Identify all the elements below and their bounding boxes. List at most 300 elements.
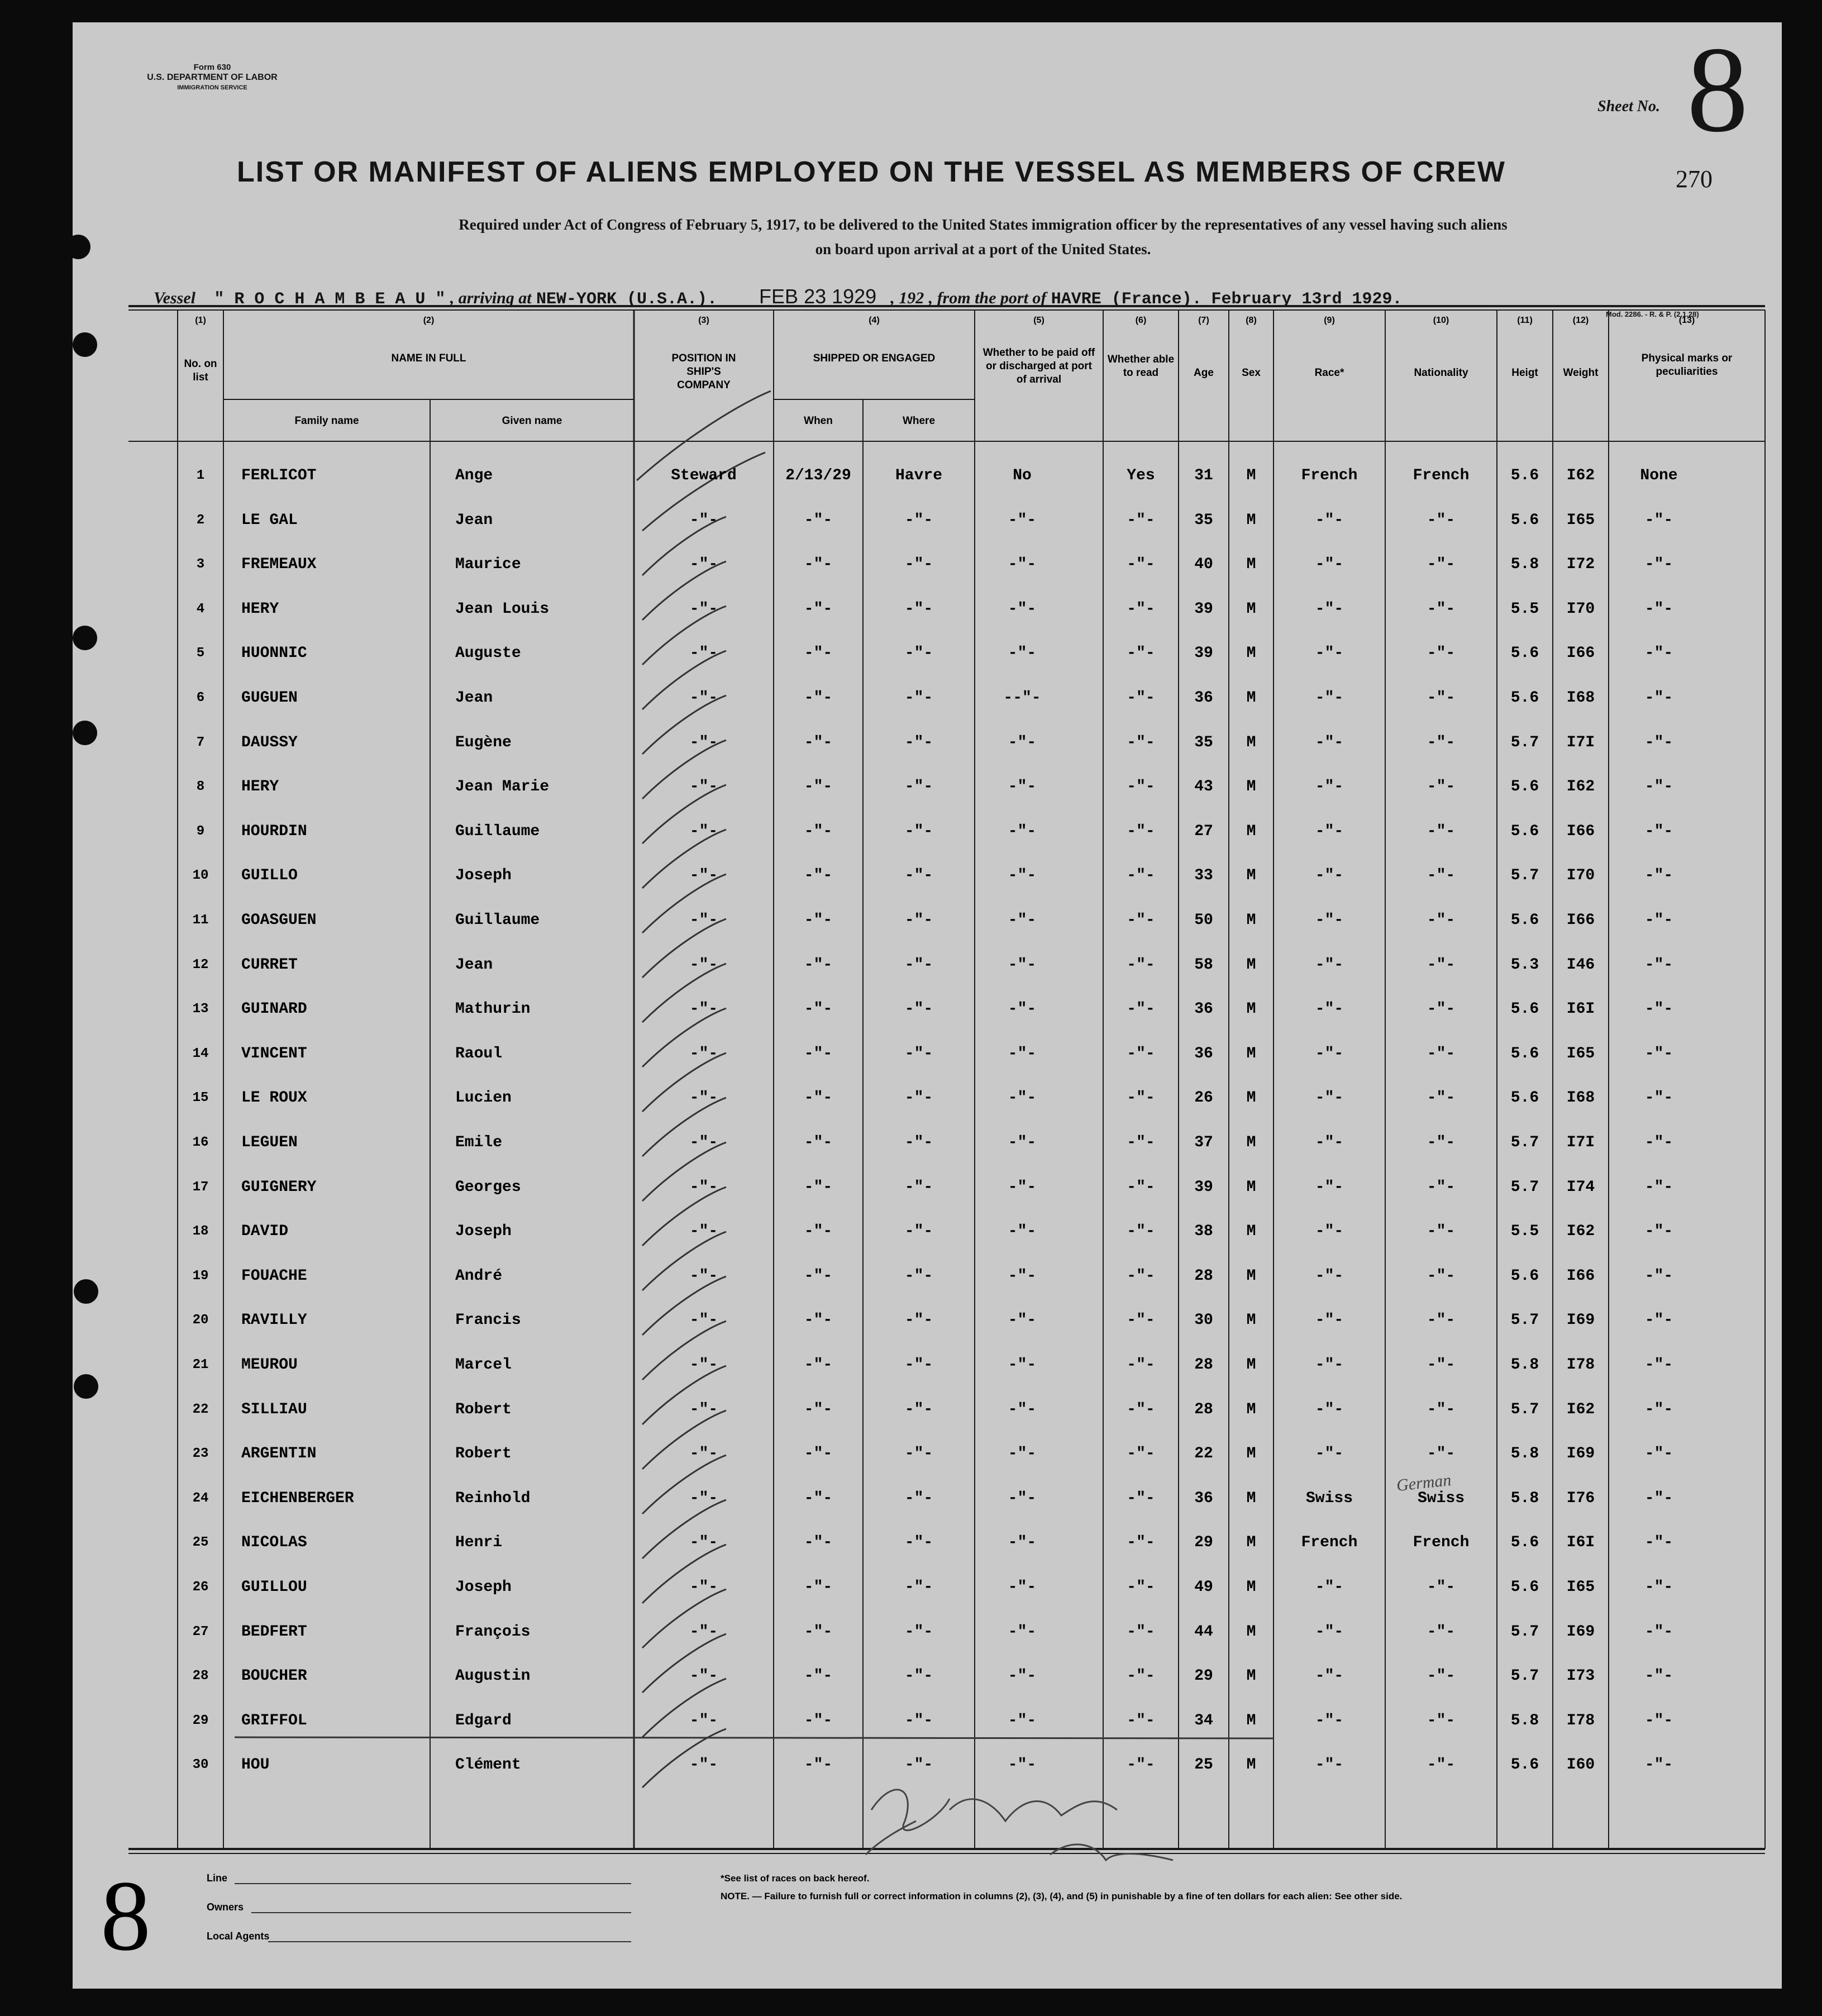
weight-cell: I60: [1566, 1756, 1595, 1774]
shipped-when-cell: -"-: [804, 1534, 833, 1552]
row-number-cell: 1: [196, 468, 205, 483]
physical-marks-cell: -"-: [1644, 1579, 1673, 1596]
age-cell: 28: [1194, 1356, 1213, 1374]
position-cell: -"-: [689, 822, 718, 840]
able-to-read-cell: -"-: [1127, 822, 1155, 840]
shipped-where-cell: -"-: [904, 1089, 933, 1107]
col-number-1: (1): [195, 316, 206, 325]
sex-cell: M: [1246, 1445, 1256, 1463]
paid-off-cell: -"-: [1008, 1579, 1037, 1596]
position-cell: -"-: [689, 1178, 718, 1196]
age-cell: 30: [1194, 1312, 1213, 1329]
sex-cell: M: [1246, 1045, 1256, 1062]
physical-marks-cell: -"-: [1644, 1089, 1673, 1107]
given-name-cell: Emile: [455, 1134, 503, 1151]
able-to-read-cell: -"-: [1127, 1534, 1155, 1552]
shipped-when-cell: -"-: [804, 1579, 833, 1596]
age-cell: 36: [1194, 1489, 1213, 1507]
given-name-cell: Robert: [455, 1445, 512, 1463]
position-cell: -"-: [689, 1445, 718, 1463]
paid-off-cell: -"-: [1008, 867, 1037, 885]
shipped-when-cell: 2/13/29: [785, 467, 851, 484]
shipped-where-cell: -"-: [904, 822, 933, 840]
shipped-where-cell: -"-: [904, 778, 933, 796]
paid-off-cell: -"-: [1008, 556, 1037, 574]
family-name-cell: DAUSSY: [241, 733, 298, 751]
from-port: HAVRE (France).: [1051, 290, 1202, 309]
corner-sheet-number: 8: [101, 1860, 151, 1971]
race-cell: -"-: [1315, 1178, 1344, 1196]
able-to-read-cell: -"-: [1127, 1400, 1155, 1418]
nationality-cell: -"-: [1427, 1623, 1456, 1641]
paid-off-cell: -"-: [1008, 1445, 1037, 1463]
row-number-cell: 11: [192, 913, 209, 928]
penalty-note: NOTE. — Failure to furnish full or correct information in columns (2), (3), (4), and (5) in punishable by a fine of ten dollars for each alien: See other side.: [721, 1891, 1403, 1901]
nationality-cell: -"-: [1427, 733, 1456, 751]
able-to-read-cell: -"-: [1127, 1178, 1155, 1196]
nationality-cell: -"-: [1427, 867, 1456, 885]
weight-cell: I78: [1566, 1712, 1595, 1729]
sex-cell: M: [1246, 1667, 1256, 1685]
able-to-read-cell: -"-: [1127, 511, 1155, 529]
family-name-cell: MEUROU: [241, 1356, 298, 1374]
height-cell: 5.7: [1510, 1134, 1539, 1151]
shipped-where-cell: -"-: [904, 1579, 933, 1596]
age-cell: 39: [1194, 645, 1213, 663]
nationality-cell: -"-: [1427, 600, 1456, 618]
physical-marks-cell: -"-: [1644, 1667, 1673, 1685]
weight-cell: I66: [1566, 912, 1595, 929]
given-name-cell: Marcel: [455, 1356, 512, 1374]
age-cell: 58: [1194, 956, 1213, 974]
vessel-label: Vessel: [154, 289, 195, 307]
paid-off-cell: -"-: [1008, 1756, 1037, 1774]
age-cell: 40: [1194, 556, 1213, 574]
position-cell: -"-: [689, 645, 718, 663]
sex-cell: M: [1246, 689, 1256, 707]
shipped-when-cell: -"-: [804, 778, 833, 796]
nationality-cell: -"-: [1427, 1223, 1456, 1241]
given-name-cell: Raoul: [455, 1045, 503, 1062]
physical-marks-cell: None: [1640, 467, 1678, 484]
age-cell: 36: [1194, 689, 1213, 707]
sex-cell: M: [1246, 733, 1256, 751]
shipped-when-cell: -"-: [804, 1045, 833, 1062]
physical-marks-cell: -"-: [1644, 956, 1673, 974]
physical-marks-cell: -"-: [1644, 778, 1673, 796]
paid-off-cell: -"-: [1008, 733, 1037, 751]
shipped-when-cell: -"-: [804, 1756, 833, 1774]
height-cell: 5.6: [1510, 1534, 1539, 1552]
row-number-cell: 26: [192, 1580, 209, 1595]
shipped-when-cell: -"-: [804, 511, 833, 529]
age-cell: 37: [1194, 1134, 1213, 1151]
date-stamp: FEB 23 1929: [759, 285, 877, 308]
physical-marks-cell: -"-: [1644, 511, 1673, 529]
row-number-cell: 29: [192, 1713, 209, 1728]
footer-owners-label: Owners: [207, 1901, 244, 1913]
age-cell: 39: [1194, 600, 1213, 618]
position-cell: -"-: [689, 1579, 718, 1596]
row-number-cell: 4: [196, 601, 205, 617]
able-to-read-cell: -"-: [1127, 1623, 1155, 1641]
physical-marks-cell: -"-: [1644, 1267, 1673, 1285]
header-sex: Sex: [1242, 367, 1261, 379]
sex-cell: M: [1246, 1356, 1256, 1374]
sex-cell: M: [1246, 1400, 1256, 1418]
height-cell: 5.6: [1510, 912, 1539, 929]
position-cell: -"-: [689, 689, 718, 707]
row-number-cell: 24: [192, 1490, 209, 1506]
nationality-cell: French: [1413, 467, 1470, 484]
physical-marks-cell: -"-: [1644, 1000, 1673, 1018]
sex-cell: M: [1246, 912, 1256, 929]
weight-cell: I62: [1566, 1223, 1595, 1241]
physical-marks-cell: -"-: [1644, 1445, 1673, 1463]
paid-off-cell: -"-: [1008, 1534, 1037, 1552]
header-given-name: Given name: [502, 415, 562, 427]
sex-cell: M: [1246, 778, 1256, 796]
physical-marks-cell: -"-: [1644, 1534, 1673, 1552]
race-cell: -"-: [1315, 1579, 1344, 1596]
header-shipped: SHIPPED OR ENGAGED: [813, 352, 936, 364]
able-to-read-cell: -"-: [1127, 956, 1155, 974]
paid-off-cell: -"-: [1008, 1356, 1037, 1374]
nationality-cell: -"-: [1427, 1356, 1456, 1374]
nationality-cell: -"-: [1427, 912, 1456, 929]
able-to-read-cell: -"-: [1127, 912, 1155, 929]
sex-cell: M: [1246, 822, 1256, 840]
header-name-in-full: NAME IN FULL: [391, 352, 466, 364]
weight-cell: I72: [1566, 556, 1595, 574]
weight-cell: I69: [1566, 1445, 1595, 1463]
paid-off-cell: -"-: [1008, 1089, 1037, 1107]
sex-cell: M: [1246, 1489, 1256, 1507]
shipped-where-cell: -"-: [904, 556, 933, 574]
shipped-when-cell: -"-: [804, 867, 833, 885]
physical-marks-cell: -"-: [1644, 1178, 1673, 1196]
shipped-where-cell: -"-: [904, 1712, 933, 1729]
height-cell: 5.6: [1510, 1089, 1539, 1107]
age-cell: 29: [1194, 1534, 1213, 1552]
paid-off-cell: -"-: [1008, 1267, 1037, 1285]
family-name-cell: LEGUEN: [241, 1134, 298, 1151]
race-cell: -"-: [1315, 511, 1344, 529]
height-cell: 5.8: [1510, 556, 1539, 574]
height-cell: 5.6: [1510, 1000, 1539, 1018]
physical-marks-cell: -"-: [1644, 1489, 1673, 1507]
service-name: IMMIGRATION SERVICE: [177, 84, 247, 91]
shipped-when-cell: -"-: [804, 1356, 833, 1374]
given-name-cell: Jean Louis: [455, 600, 550, 618]
able-to-read-cell: -"-: [1127, 1134, 1155, 1151]
shipped-where-cell: -"-: [904, 689, 933, 707]
paid-off-cell: -"-: [1008, 1178, 1037, 1196]
footer-agents-label: Local Agents: [207, 1931, 270, 1942]
nationality-cell: -"-: [1427, 645, 1456, 663]
shipped-when-cell: -"-: [804, 1178, 833, 1196]
weight-cell: I68: [1566, 1089, 1595, 1107]
given-name-cell: Lucien: [455, 1089, 512, 1107]
able-to-read-cell: -"-: [1127, 1312, 1155, 1329]
shipped-where-cell: -"-: [904, 912, 933, 929]
paid-off-cell: -"-: [1008, 1400, 1037, 1418]
physical-marks-cell: -"-: [1644, 912, 1673, 929]
position-cell: -"-: [689, 867, 718, 885]
height-cell: 5.7: [1510, 733, 1539, 751]
height-cell: 5.6: [1510, 778, 1539, 796]
height-cell: 5.3: [1510, 956, 1539, 974]
weight-cell: I65: [1566, 1045, 1595, 1062]
sex-cell: M: [1246, 1134, 1256, 1151]
sex-cell: M: [1246, 1312, 1256, 1329]
handwritten-nationality-correction: German: [1395, 1470, 1452, 1495]
race-cell: -"-: [1315, 1356, 1344, 1374]
age-cell: 27: [1194, 822, 1213, 840]
shipped-when-cell: -"-: [804, 1400, 833, 1418]
row-number-cell: 25: [192, 1535, 209, 1551]
given-name-cell: Jean: [455, 956, 493, 974]
col-number-10: (10): [1433, 316, 1449, 325]
vessel-name: " R O C H A M B E A U ": [214, 290, 446, 309]
shipped-when-cell: -"-: [804, 1312, 833, 1329]
physical-marks-cell: -"-: [1644, 1623, 1673, 1641]
family-name-cell: HOU: [241, 1756, 270, 1774]
weight-cell: I6I: [1566, 1534, 1595, 1552]
age-cell: 29: [1194, 1667, 1213, 1685]
race-cell: -"-: [1315, 1223, 1344, 1241]
nationality-cell: French: [1413, 1534, 1470, 1552]
nationality-cell: -"-: [1427, 1579, 1456, 1596]
sex-cell: M: [1246, 867, 1256, 885]
nationality-cell: -"-: [1427, 511, 1456, 529]
header-age: Age: [1194, 367, 1214, 379]
age-cell: 28: [1194, 1267, 1213, 1285]
col-number-4: (4): [869, 316, 880, 325]
sheet-label: Sheet No.: [1597, 98, 1660, 115]
row-number-cell: 21: [192, 1357, 209, 1372]
header-no-on-list: No. on list: [184, 358, 217, 383]
able-to-read-cell: -"-: [1127, 867, 1155, 885]
paid-off-cell: -"-: [1008, 1489, 1037, 1507]
physical-marks-cell: -"-: [1644, 1223, 1673, 1241]
paid-off-cell: No: [1013, 467, 1032, 484]
position-cell: -"-: [689, 600, 718, 618]
shipped-where-cell: -"-: [904, 1400, 933, 1418]
position-cell: Steward: [671, 467, 737, 484]
shipped-when-cell: -"-: [804, 689, 833, 707]
paid-off-cell: --"-: [1003, 689, 1041, 707]
family-name-cell: CURRET: [241, 956, 298, 974]
shipped-where-cell: -"-: [904, 1534, 933, 1552]
family-name-cell: FOUACHE: [241, 1267, 307, 1285]
col-number-9: (9): [1324, 316, 1335, 325]
shipped-where-cell: -"-: [904, 645, 933, 663]
sex-cell: M: [1246, 1712, 1256, 1729]
race-cell: -"-: [1315, 867, 1344, 885]
race-cell: -"-: [1315, 1267, 1344, 1285]
shipped-where-cell: -"-: [904, 1267, 933, 1285]
row-number-cell: 27: [192, 1624, 209, 1640]
weight-cell: I62: [1566, 467, 1595, 484]
row-number-cell: 8: [196, 779, 205, 795]
position-cell: -"-: [689, 1267, 718, 1285]
race-cell: -"-: [1315, 733, 1344, 751]
race-cell: -"-: [1315, 1134, 1344, 1151]
row-number-cell: 18: [192, 1224, 209, 1240]
height-cell: 5.8: [1510, 1489, 1539, 1507]
row-number-cell: 12: [192, 957, 209, 973]
able-to-read-cell: -"-: [1127, 1579, 1155, 1596]
arriving-label: , arriving at: [450, 289, 532, 307]
row-number-cell: 14: [192, 1046, 209, 1061]
shipped-where-cell: -"-: [904, 600, 933, 618]
row-number-cell: 28: [192, 1669, 209, 1684]
sex-cell: M: [1246, 1579, 1256, 1596]
age-cell: 22: [1194, 1445, 1213, 1463]
shipped-when-cell: -"-: [804, 1712, 833, 1729]
row-number-cell: 3: [196, 557, 205, 573]
nationality-cell: -"-: [1427, 778, 1456, 796]
subtitle-line-1: Required under Act of Congress of February 5, 1917, to be delivered to the United States immigration officer by the representatives of any vessel having such aliens: [459, 216, 1508, 233]
shipped-when-cell: -"-: [804, 1000, 833, 1018]
row-number-cell: 7: [196, 735, 205, 750]
header-where: Where: [902, 415, 936, 427]
shipped-where-cell: -"-: [904, 1312, 933, 1329]
sex-cell: M: [1246, 1000, 1256, 1018]
age-cell: 36: [1194, 1045, 1213, 1062]
shipped-where-cell: -"-: [904, 1134, 933, 1151]
given-name-cell: Eugène: [455, 733, 512, 751]
age-cell: 39: [1194, 1178, 1213, 1196]
position-cell: -"-: [689, 1134, 718, 1151]
shipped-when-cell: -"-: [804, 912, 833, 929]
physical-marks-cell: -"-: [1644, 645, 1673, 663]
shipped-where-cell: -"-: [904, 1623, 933, 1641]
footer-line-label: Line: [207, 1872, 228, 1884]
nationality-cell: -"-: [1427, 689, 1456, 707]
sex-cell: M: [1246, 1267, 1256, 1285]
given-name-cell: Reinhold: [455, 1489, 531, 1507]
sheet-number: 8: [1687, 21, 1748, 158]
given-name-cell: Clément: [455, 1756, 521, 1774]
height-cell: 5.6: [1510, 511, 1539, 529]
weight-cell: I70: [1566, 867, 1595, 885]
row-number-cell: 13: [192, 1002, 209, 1017]
paid-off-cell: -"-: [1008, 1312, 1037, 1329]
row-number-cell: 23: [192, 1446, 209, 1462]
age-cell: 36: [1194, 1000, 1213, 1018]
family-name-cell: FERLICOT: [241, 467, 317, 484]
header-nationality: Nationality: [1414, 367, 1468, 379]
family-name-cell: GUIGNERY: [241, 1178, 317, 1196]
sex-cell: M: [1246, 600, 1256, 618]
physical-marks-cell: -"-: [1644, 1400, 1673, 1418]
nationality-cell: Swiss: [1417, 1489, 1465, 1507]
paid-off-cell: -"-: [1008, 1000, 1037, 1018]
shipped-where-cell: -"-: [904, 733, 933, 751]
family-name-cell: GUGUEN: [241, 689, 298, 707]
physical-marks-cell: -"-: [1644, 1045, 1673, 1062]
family-name-cell: DAVID: [241, 1223, 289, 1241]
sex-cell: M: [1246, 511, 1256, 529]
given-name-cell: Auguste: [455, 645, 521, 663]
height-cell: 5.6: [1510, 689, 1539, 707]
age-cell: 26: [1194, 1089, 1213, 1107]
family-name-cell: ARGENTIN: [241, 1445, 317, 1463]
race-cell: -"-: [1315, 1756, 1344, 1774]
header-able-to-read: Whether able to read: [1107, 354, 1175, 379]
nationality-cell: -"-: [1427, 1045, 1456, 1062]
weight-cell: I7I: [1566, 733, 1595, 751]
height-cell: 5.8: [1510, 1356, 1539, 1374]
given-name-cell: Augustin: [455, 1667, 531, 1685]
paid-off-cell: -"-: [1008, 1712, 1037, 1729]
weight-cell: I74: [1566, 1178, 1595, 1196]
height-cell: 5.7: [1510, 1400, 1539, 1418]
paid-off-cell: -"-: [1008, 1223, 1037, 1241]
able-to-read-cell: -"-: [1127, 1489, 1155, 1507]
family-name-cell: EICHENBERGER: [241, 1489, 354, 1507]
year-suffix: , 192: [890, 289, 924, 307]
height-cell: 5.6: [1510, 1267, 1539, 1285]
able-to-read-cell: -"-: [1127, 1445, 1155, 1463]
physical-marks-cell: -"-: [1644, 600, 1673, 618]
nationality-cell: -"-: [1427, 556, 1456, 574]
able-to-read-cell: -"-: [1127, 1756, 1155, 1774]
arriving-port: NEW-YORK (U.S.A.).: [536, 290, 718, 309]
age-cell: 33: [1194, 867, 1213, 885]
height-cell: 5.7: [1510, 1667, 1539, 1685]
position-cell: -"-: [689, 1312, 718, 1329]
race-cell: -"-: [1315, 1089, 1344, 1107]
given-name-cell: Jean: [455, 511, 493, 529]
shipped-where-cell: -"-: [904, 1667, 933, 1685]
able-to-read-cell: -"-: [1127, 556, 1155, 574]
able-to-read-cell: -"-: [1127, 1223, 1155, 1241]
row-number-cell: 30: [192, 1757, 209, 1773]
paid-off-cell: -"-: [1008, 1623, 1037, 1641]
sex-cell: M: [1246, 1534, 1256, 1552]
physical-marks-cell: -"-: [1644, 1712, 1673, 1729]
family-name-cell: HERY: [241, 778, 279, 796]
physical-marks-cell: -"-: [1644, 822, 1673, 840]
race-cell: -"-: [1315, 912, 1344, 929]
race-cell: -"-: [1315, 1667, 1344, 1685]
height-cell: 5.6: [1510, 822, 1539, 840]
weight-cell: I76: [1566, 1489, 1595, 1507]
given-name-cell: Georges: [455, 1178, 521, 1196]
shipped-where-cell: -"-: [904, 1756, 933, 1774]
nationality-cell: -"-: [1427, 1000, 1456, 1018]
race-cell: Swiss: [1305, 1489, 1353, 1507]
shipped-when-cell: -"-: [804, 822, 833, 840]
sex-cell: M: [1246, 467, 1256, 484]
nationality-cell: -"-: [1427, 956, 1456, 974]
position-cell: -"-: [689, 1623, 718, 1641]
header-when: When: [804, 415, 833, 427]
shipped-when-cell: -"-: [804, 1623, 833, 1641]
able-to-read-cell: -"-: [1127, 1045, 1155, 1062]
given-name-cell: Joseph: [455, 1223, 512, 1241]
age-cell: 34: [1194, 1712, 1213, 1729]
weight-cell: I68: [1566, 689, 1595, 707]
shipped-when-cell: -"-: [804, 1445, 833, 1463]
given-name-cell: François: [455, 1623, 531, 1641]
row-number-cell: 20: [192, 1313, 209, 1328]
position-cell: -"-: [689, 778, 718, 796]
given-name-cell: Guillaume: [455, 822, 540, 840]
